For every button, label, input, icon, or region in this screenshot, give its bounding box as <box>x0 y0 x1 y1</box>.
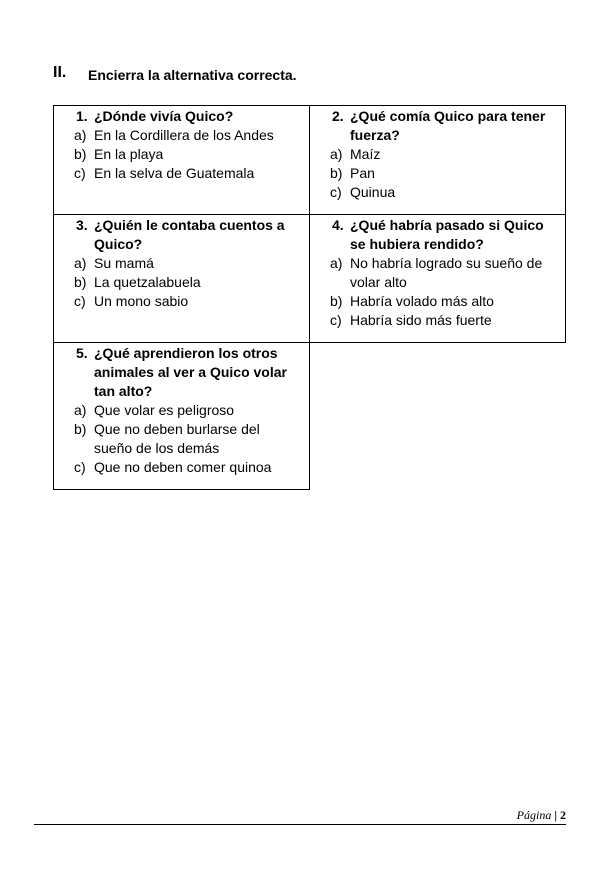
question-cell-1 <box>54 106 310 215</box>
option-c[interactable] <box>62 164 301 183</box>
question-text: ¿Qué aprendieron los otros animales al ver a Quico volar tan alto? <box>94 345 287 399</box>
option-b[interactable] <box>318 292 557 311</box>
option-text: Habría sido más fuerte <box>350 312 492 328</box>
option-letter: b) <box>330 293 343 309</box>
page-separator: | <box>554 808 557 822</box>
option-b[interactable] <box>62 420 301 458</box>
option-text: Que no deben comer quinoa <box>94 459 272 475</box>
question-title <box>318 216 557 254</box>
option-c[interactable] <box>62 458 301 477</box>
option-text: Un mono sabio <box>94 293 189 309</box>
option-text: Que volar es peligroso <box>94 402 235 418</box>
question-cell-5 <box>54 343 310 490</box>
section-instruction: Encierra la alternativa correcta. <box>88 67 297 83</box>
option-text: Que no deben burlarse del sueño de los demás <box>94 421 260 456</box>
option-text: Habría volado más alto <box>350 293 494 309</box>
question-number: 3. <box>76 217 88 233</box>
option-a[interactable] <box>318 145 557 164</box>
option-letter: b) <box>330 165 343 181</box>
option-b[interactable] <box>318 164 557 183</box>
option-list <box>318 145 557 202</box>
option-text: En la playa <box>94 146 164 162</box>
question-title <box>62 107 301 126</box>
option-letter: c) <box>74 165 86 181</box>
option-list <box>318 254 557 330</box>
option-text: Su mamá <box>94 255 154 271</box>
option-letter: c) <box>330 184 342 200</box>
page-number: 2 <box>560 808 566 822</box>
option-list <box>62 401 301 477</box>
option-list <box>62 254 301 311</box>
question-cell-2 <box>310 106 566 215</box>
question-cell-3 <box>54 215 310 343</box>
page-footer <box>517 808 566 823</box>
question-text: ¿Dónde vivía Quico? <box>94 108 234 124</box>
option-b[interactable] <box>62 145 301 164</box>
option-a[interactable] <box>62 254 301 273</box>
option-letter: a) <box>330 146 343 162</box>
option-text: Quinua <box>350 184 396 200</box>
option-text: En la selva de Guatemala <box>94 165 255 181</box>
question-cell-4 <box>310 215 566 343</box>
option-letter: c) <box>330 312 342 328</box>
question-text: ¿Quién le contaba cuentos a Quico? <box>94 217 285 252</box>
option-c[interactable] <box>62 292 301 311</box>
footer-rule <box>34 824 566 825</box>
section-numeral: II. <box>53 64 67 81</box>
empty-cell <box>310 343 566 490</box>
option-letter: c) <box>74 293 86 309</box>
question-text: ¿Qué habría pasado si Quico se hubiera rendido? <box>350 217 544 252</box>
option-c[interactable] <box>318 183 557 202</box>
option-list <box>62 126 301 183</box>
questions-table <box>53 105 566 490</box>
page-label: Página <box>516 808 552 822</box>
question-number: 5. <box>76 345 88 361</box>
question-title <box>62 344 301 401</box>
option-a[interactable] <box>62 401 301 420</box>
option-a[interactable] <box>318 254 557 292</box>
option-letter: b) <box>74 146 87 162</box>
question-text: ¿Qué comía Quico para tener fuerza? <box>350 108 546 143</box>
option-letter: a) <box>74 255 87 271</box>
option-letter: b) <box>74 421 87 437</box>
option-letter: a) <box>74 402 87 418</box>
question-number: 4. <box>332 217 344 233</box>
question-title <box>62 216 301 254</box>
option-letter: b) <box>74 274 87 290</box>
option-text: En la Cordillera de los Andes <box>94 127 274 143</box>
option-text: La quetzalabuela <box>94 274 201 290</box>
question-title <box>318 107 557 145</box>
option-text: Pan <box>350 165 375 181</box>
option-text: Maíz <box>350 146 381 162</box>
option-a[interactable] <box>62 126 301 145</box>
question-number: 2. <box>332 108 344 124</box>
option-c[interactable] <box>318 311 557 330</box>
option-text: No habría logrado su sueño de volar alto <box>350 255 543 290</box>
question-number: 1. <box>76 108 88 124</box>
option-b[interactable] <box>62 273 301 292</box>
option-letter: a) <box>330 255 343 271</box>
option-letter: c) <box>74 459 86 475</box>
option-letter: a) <box>74 127 87 143</box>
